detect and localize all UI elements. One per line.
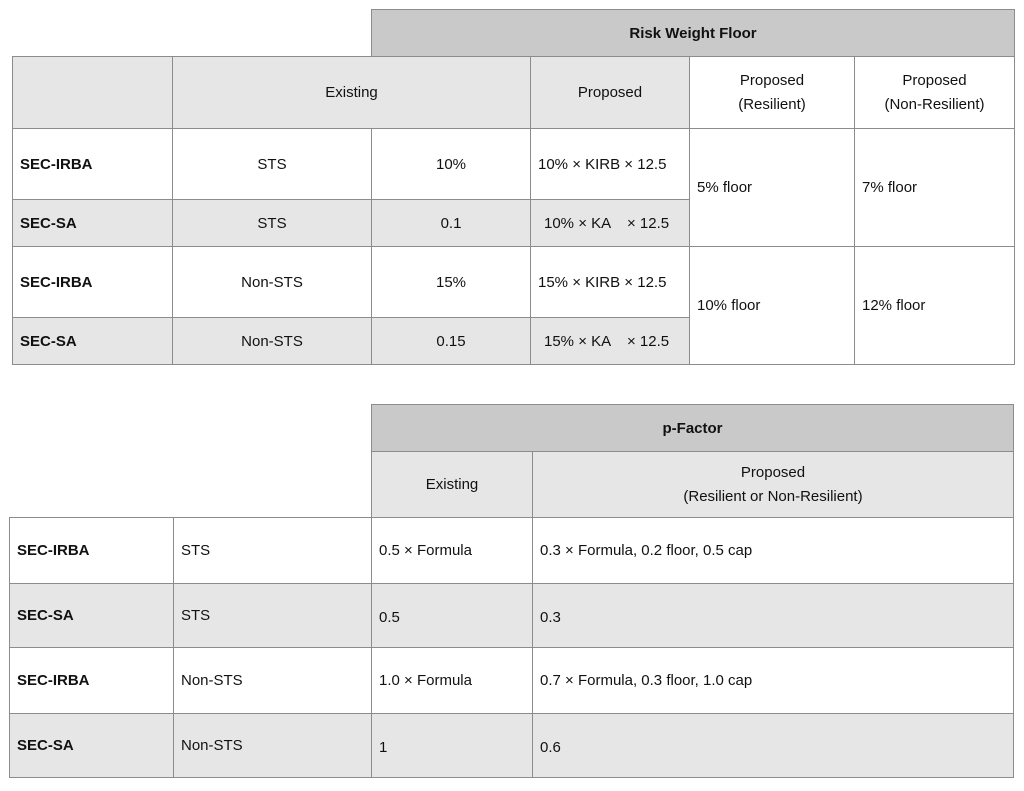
- floor-sts-non-resilient: 7% floor: [855, 129, 1015, 247]
- approach-cell: SEC-IRBA: [10, 518, 174, 584]
- existing-cell: 0.1: [372, 200, 531, 247]
- header-proposed-non-resilient: Proposed (Non-Resilient): [855, 57, 1015, 129]
- approach-cell: SEC-SA: [13, 318, 173, 365]
- type-cell: STS: [174, 518, 372, 584]
- table-row: [10, 714, 1014, 778]
- header-existing: Existing: [173, 57, 531, 129]
- existing-cell: 0.5: [372, 584, 533, 648]
- type-cell: Non-STS: [173, 247, 372, 318]
- header-proposed: Proposed: [531, 57, 690, 129]
- header-proposed-resilient: Proposed (Resilient): [690, 57, 855, 129]
- type-cell: Non-STS: [173, 318, 372, 365]
- approach-cell: SEC-IRBA: [13, 247, 173, 318]
- proposed-cell: 0.3: [533, 584, 1014, 648]
- proposed-cell: 15% × KA × 12.5: [531, 318, 690, 365]
- proposed-cell: 15% × KIRB × 12.5: [531, 247, 690, 318]
- floor-non-sts-resilient: 10% floor: [690, 247, 855, 365]
- header-proposed-resilient-or-non-resilient: Proposed (Resilient or Non-Resilient): [533, 452, 1014, 518]
- approach-cell: SEC-SA: [13, 200, 173, 247]
- existing-cell: 1.0 × Formula: [372, 648, 533, 714]
- proposed-cell: 0.7 × Formula, 0.3 floor, 1.0 cap: [533, 648, 1014, 714]
- type-cell: STS: [173, 200, 372, 247]
- proposed-cell: 10% × KIRB × 12.5: [531, 129, 690, 200]
- floor-non-sts-non-resilient: 12% floor: [855, 247, 1015, 365]
- approach-cell: SEC-SA: [10, 714, 174, 778]
- type-cell: Non-STS: [174, 648, 372, 714]
- table-row: [10, 584, 1014, 648]
- type-cell: Non-STS: [174, 714, 372, 778]
- header-empty-cell: [13, 57, 173, 129]
- approach-cell: SEC-SA: [10, 584, 174, 648]
- type-cell: STS: [173, 129, 372, 200]
- type-cell: STS: [174, 584, 372, 648]
- table-row: [13, 247, 1015, 318]
- p-factor-table: [9, 404, 1014, 778]
- approach-cell: SEC-IRBA: [10, 648, 174, 714]
- risk-weight-floor-table: [12, 9, 1015, 365]
- blank-corner: [10, 405, 372, 452]
- risk-weight-floor-title: Risk Weight Floor: [372, 10, 1015, 57]
- table-row: [10, 518, 1014, 584]
- approach-cell: SEC-IRBA: [13, 129, 173, 200]
- existing-cell: 0.5 × Formula: [372, 518, 533, 584]
- existing-cell: 0.15: [372, 318, 531, 365]
- table-row: [13, 129, 1015, 200]
- proposed-cell: 0.3 × Formula, 0.2 floor, 0.5 cap: [533, 518, 1014, 584]
- header-existing: Existing: [372, 452, 533, 518]
- blank-corner: [10, 452, 372, 518]
- existing-cell: 10%: [372, 129, 531, 200]
- proposed-cell: 0.6: [533, 714, 1014, 778]
- proposed-cell: 10% × KA × 12.5: [531, 200, 690, 247]
- floor-sts-resilient: 5% floor: [690, 129, 855, 247]
- blank-corner: [13, 10, 372, 57]
- table-row: [10, 648, 1014, 714]
- existing-cell: 15%: [372, 247, 531, 318]
- existing-cell: 1: [372, 714, 533, 778]
- p-factor-title: p-Factor: [372, 405, 1014, 452]
